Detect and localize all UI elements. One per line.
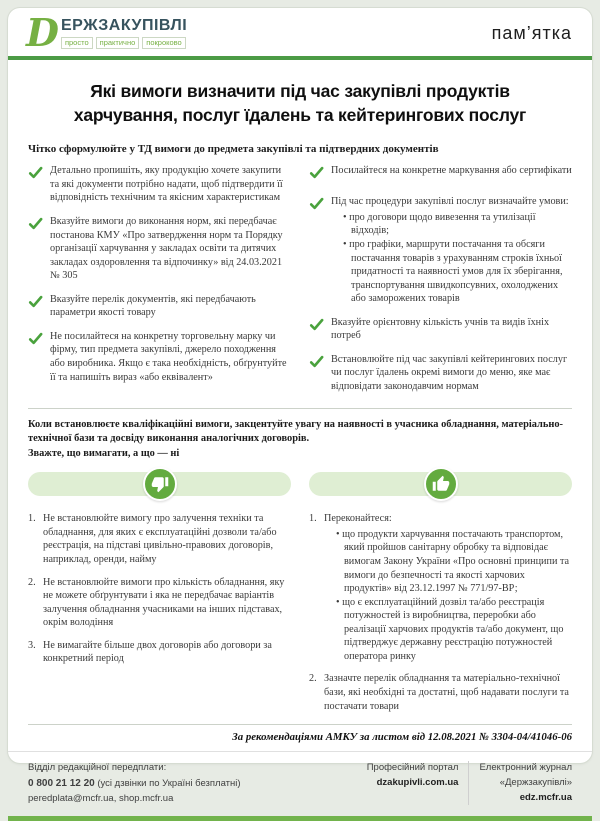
footer — [8, 751, 592, 816]
check-icon — [309, 353, 324, 394]
check-item-text: Детально пропишіть, яку продукцію хочете закупити та які документи потрібно надати, щоб підтвердити її відповідність технічним та якісним характеристикам — [50, 165, 283, 204]
journal-block — [468, 761, 572, 805]
item-number: 2. — [28, 576, 36, 588]
check-item-text: Вказуйте орієнтовну кількість учнів та видів їхніх потреб — [331, 316, 550, 342]
thumbs-up-icon — [424, 467, 458, 501]
section1-columns — [28, 164, 572, 403]
check-item-text: Не посилайтеся на конкретну торговельну марку чи фірму, тип предмета закупівлі, джерело походження або виробника. Якщо є така необхідність, обґрунтуйте її та напишіть вираз «або еквівалент» — [50, 330, 287, 383]
check-item — [309, 195, 572, 306]
check-item — [28, 330, 291, 384]
numbered-item — [28, 512, 291, 566]
bullet-item: • про договори щодо вивезення та утилізації відходів; — [343, 211, 572, 238]
subscription-dept-block — [28, 761, 357, 806]
section1-heading: Чітко сформулюйте у ТД вимоги до предмета закупівлі та підтвердних документів — [28, 143, 439, 156]
check-icon — [28, 164, 43, 205]
section2-intro — [28, 418, 572, 462]
check-item-text: Вказуйте вимоги до виконання норм, які передбачає постанова КМУ «Про затвердження норм та Порядку організації харчування у закладах освіти та дитячих закладах оздоровлення та відпочинку» від 24.03.2021 № 305 — [50, 215, 283, 282]
journal-label: Електронний журнал — [479, 762, 572, 774]
brand-name: ЕРЖЗАКУПІВЛІ — [60, 17, 188, 34]
check-item — [28, 293, 291, 320]
tagline-word: практично — [96, 37, 140, 49]
check-icon — [28, 330, 43, 384]
item-text: Зазначте перелік обладнання та матеріально-технічної бази, які необхідні та достатні, щоб надавати послуги та постачати товари — [324, 673, 569, 712]
section1-left-column — [28, 164, 291, 403]
check-item-text: Під час процедури закупівлі послуг визначайте умови: — [331, 196, 569, 208]
brand-tagline — [61, 37, 187, 49]
header — [8, 8, 592, 56]
section2-columns — [28, 512, 572, 722]
check-item-text: Посилайтеся на конкретне маркування або сертифікати — [331, 165, 572, 177]
bullet-list — [343, 211, 572, 306]
logo-d-icon: D — [26, 9, 59, 55]
check-icon — [309, 164, 324, 185]
dept-phone-note: (усі дзвінки по Україні безплатні) — [94, 777, 241, 789]
portal-block — [357, 761, 469, 790]
check-item — [309, 353, 572, 394]
do-column — [309, 512, 572, 722]
numbered-item — [309, 512, 572, 663]
bullet-list — [336, 528, 572, 664]
thumbs-down-icon — [143, 467, 177, 501]
dept-phone: 0 800 21 12 20 — [28, 777, 95, 789]
item-number: 3. — [28, 639, 36, 651]
check-item — [28, 164, 291, 205]
check-item — [309, 316, 572, 343]
item-number: 1. — [309, 513, 317, 525]
section-divider — [28, 408, 572, 409]
dept-contacts[interactable]: peredplata@mcfr.ua, shop.mcfr.ua — [28, 792, 174, 804]
bottom-accent-bar — [8, 816, 592, 821]
item-number: 1. — [28, 513, 36, 525]
page-title: Які вимоги визначити під час закупівлі продуктів харчування, послуг їдалень та кейтерингових послуг — [73, 81, 527, 125]
tagline-word: просто — [61, 37, 93, 49]
bullet-item: • про графіки, маршрути постачання та обсяги постачання товарів з урахуванням строків їхньої придатності та наявності умов для їх зберігання, транспортування швидкопсувних, охолоджених або заморожених товарів — [343, 238, 572, 306]
portal-url-link[interactable]: dzakupivli.com.ua — [376, 776, 459, 788]
do-bar — [309, 472, 572, 496]
verdict-bars — [28, 472, 572, 496]
derzhzakupivli-logo — [26, 9, 188, 55]
portal-label: Професійний портал — [366, 762, 459, 774]
journal-name: «Держзакупівлі» — [499, 776, 572, 788]
check-icon — [28, 293, 43, 320]
numbered-item — [28, 639, 291, 666]
item-text: Не вимагайте більше двох договорів або договори за конкретний період — [43, 639, 272, 665]
journal-url-link[interactable]: edz.mcfr.ua — [519, 791, 572, 803]
item-text: Не встановлюйте вимогу про залучення техніки та обладнання, для яких є експлуатаційні дозволи та/або реєстрація, на підставі цивільно-правових договорів, наприклад, оренди, найму — [43, 513, 277, 565]
item-text: Не встановлюйте вимоги про кількість обладнання, яку не можете обґрунтувати і яка не передбачає варіантів залучення обладнання учасниками на інших підставах, окрім володіння — [43, 576, 285, 629]
tagline-word: покроково — [142, 37, 185, 49]
bullet-item: • що продукти харчування постачають транспортом, який пройшов санітарну обробку та відповідає вимогам Закону України «Про основні принципи та вимоги до безпечності та якості харчових продуктів» від 23.12.1997 № 771/97-ВР; — [336, 528, 572, 596]
dont-bar — [28, 472, 291, 496]
check-item-text: Встановлюйте під час закупівлі кейтерингових послуг чи послуг їдалень окремі вимоги до меню, яке має відповідати законодавчим нормам — [331, 353, 568, 392]
memo-card — [8, 8, 592, 804]
check-item — [309, 164, 572, 185]
check-item — [28, 215, 291, 283]
section2-intro-line2: Зважте, що вимагати, а що — ні — [28, 447, 180, 459]
check-icon — [28, 215, 43, 283]
dont-column — [28, 512, 291, 722]
check-item-text: Вказуйте перелік документів, які передбачають параметри якості товару — [50, 293, 256, 319]
main-content — [8, 60, 592, 751]
source-note: За рекомендаціями АМКУ за листом від 12.08.2021 № 3304-04/41046-06 — [28, 724, 572, 751]
check-icon — [309, 195, 324, 306]
item-number: 2. — [309, 673, 317, 685]
item-text: Переконайтеся: — [324, 513, 392, 525]
bullet-item: • що є експлуатаційний дозвіл та/або реєстрація потужностей із виробництва, переробки або реалізації харчових продуктів та/або документ, що підтверджує державну реєстрацію потужностей оператора ринку — [336, 596, 572, 664]
check-icon — [309, 316, 324, 343]
section2-intro-line1: Коли встановлюєте кваліфікаційні вимоги, закцентуйте увагу на наявності в учасника обладнання, матеріально-технічної бази та досвіду виконання аналогічних договорів. — [28, 418, 564, 445]
memo-badge: пам’ятка — [491, 22, 572, 43]
dept-title: Відділ редакційної передплати: — [28, 762, 167, 774]
numbered-item — [309, 672, 572, 713]
numbered-item — [28, 576, 291, 630]
section1-right-column — [309, 164, 572, 403]
